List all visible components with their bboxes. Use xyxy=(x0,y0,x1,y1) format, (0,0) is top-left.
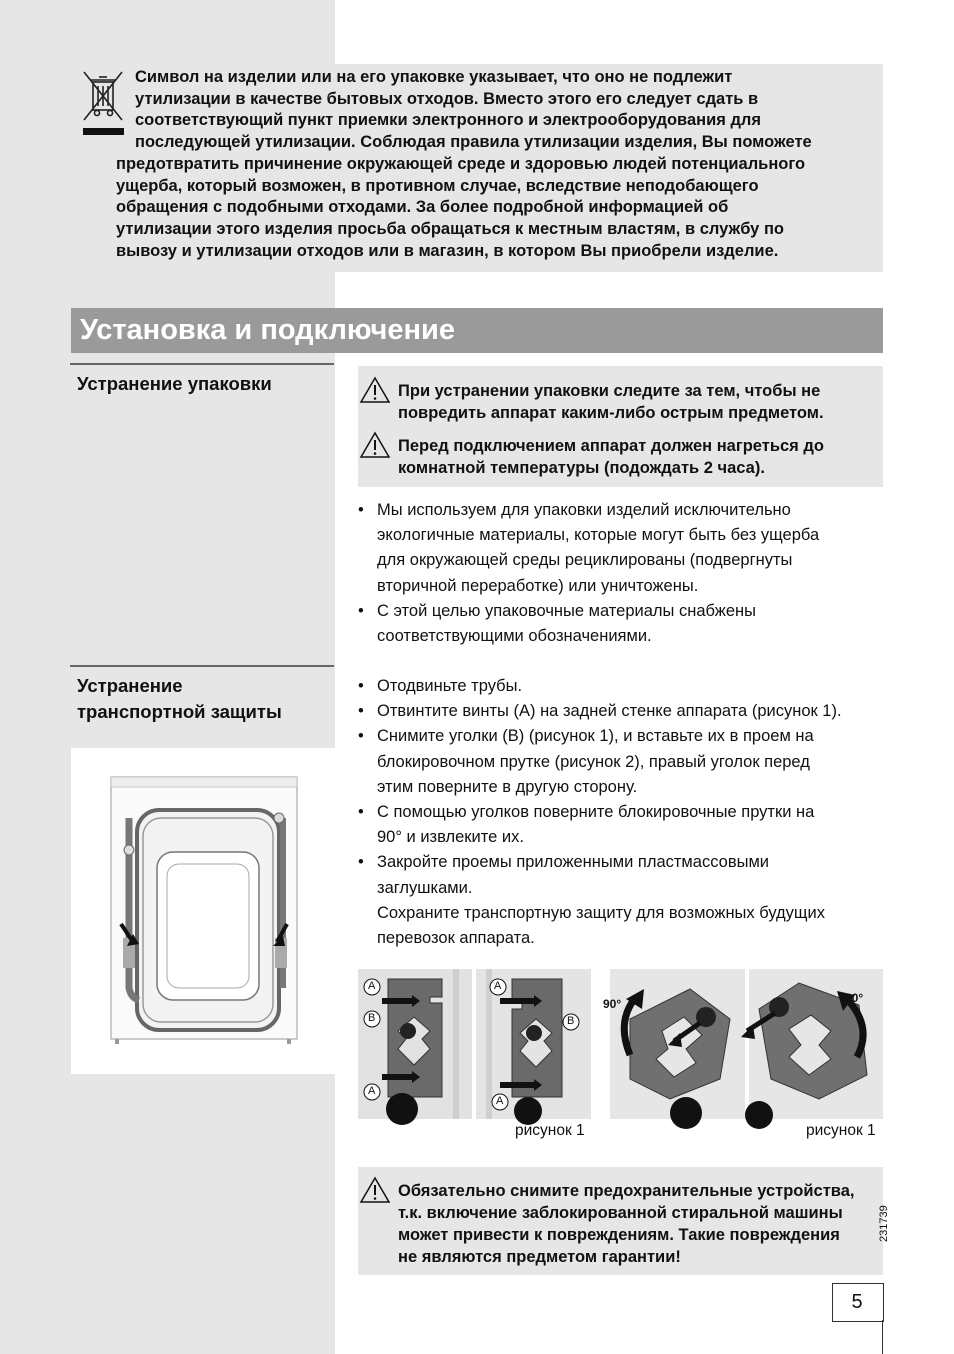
warning-sharp-objects xyxy=(360,380,880,426)
list-item-line: вторичной переработке) или уничтожены. xyxy=(377,576,699,595)
section-divider xyxy=(70,665,334,667)
list-item-line: Отвинтите винты (A) на задней стенке аппарата (рисунок 1). xyxy=(377,702,842,721)
list-item-line: соответствующими обозначениями. xyxy=(377,627,652,646)
notice-line: обращения с подобными отходами. За более подробной информацией об xyxy=(116,198,729,217)
figure-screws-left xyxy=(358,969,472,1119)
machine-back-illustration xyxy=(71,748,335,1074)
final-warning xyxy=(360,1180,880,1270)
warning-line: может привести к повреждениям. Такие повреждения xyxy=(398,1226,840,1244)
notice-line: соответствующий пункт приемки электронного и электрооборудования для xyxy=(135,111,762,130)
packaging-heading: Устранение упаковки xyxy=(77,373,272,394)
list-item xyxy=(358,850,898,951)
recycling-notice-text xyxy=(116,67,886,262)
label-a: A xyxy=(496,1095,504,1107)
list-item-line: Отодвиньте трубы. xyxy=(377,677,523,695)
list-item xyxy=(358,674,898,699)
bullet-marker: • xyxy=(358,677,364,695)
list-item-line: С помощью уголков поверните блокировочные прутки на xyxy=(377,803,815,822)
transport-note-line: Сохраните транспортную защиту для возможных будущих xyxy=(377,903,825,922)
list-item xyxy=(358,699,898,724)
warning-triangle-icon xyxy=(360,377,390,403)
list-item xyxy=(358,800,898,850)
list-item-line: Мы используем для упаковки изделий исключительно xyxy=(377,501,791,519)
label-a: A xyxy=(368,980,376,992)
transport-heading-line: транспортной защиты xyxy=(77,701,282,722)
warning-room-temperature xyxy=(360,435,880,481)
machine-back-figure xyxy=(71,748,335,1074)
rotation-angle-label: 90° xyxy=(845,991,864,1005)
document-code: 231739 xyxy=(878,1205,890,1242)
page-edge-line xyxy=(882,1320,883,1354)
warning-line: Обязательно снимите предохранительные устройства, xyxy=(398,1182,855,1200)
figure-screws-right xyxy=(476,969,591,1119)
rotation-angle-label: 90° xyxy=(603,997,622,1011)
list-item xyxy=(358,498,888,599)
list-item xyxy=(358,599,888,649)
notice-line: утилизации этого изделия просьба обращаться к местным властям, в службу по xyxy=(116,219,784,238)
list-item-line: для окружающей среды рециклированы (подвергнуты xyxy=(377,551,793,570)
section-title: Установка и подключение xyxy=(80,314,455,346)
label-b: B xyxy=(567,1015,575,1027)
list-item-line: экологичные материалы, которые могут быть без ущерба xyxy=(377,526,820,545)
figure-rotate-left xyxy=(603,969,745,1119)
notice-line: предотвратить причинение окружающей среде и здоровью людей потенциального xyxy=(116,154,806,173)
transport-note-line: перевозок аппарата. xyxy=(377,929,535,948)
bullet-marker: • xyxy=(358,727,364,746)
warning-line: При устранении упаковки следите за тем, чтобы не xyxy=(398,382,821,400)
transport-bullet-list xyxy=(358,674,898,951)
warning-triangle-icon xyxy=(360,1177,390,1203)
transport-heading-line: Устранение xyxy=(77,675,183,696)
list-item-line: блокировочном прутке (рисунок 2), правый уголок перед xyxy=(377,752,810,771)
list-item-line: Закройте проемы приложенными пластмассовыми xyxy=(377,853,770,872)
notice-line: вывозу и утилизации отходов или в магазин, в котором Вы приобрели изделие. xyxy=(116,241,779,260)
label-a: A xyxy=(368,1085,376,1097)
bullet-marker: • xyxy=(358,702,364,721)
packaging-bullet-list xyxy=(358,498,888,649)
list-item-line: этим поверните в другую сторону. xyxy=(377,777,638,796)
warning-triangle-icon xyxy=(360,432,390,458)
warning-line: повредить аппарат каким-либо острым предметом. xyxy=(398,404,824,422)
warning-line: Перед подключением аппарат должен нагреться до xyxy=(398,437,824,455)
notice-line: ущерба, который возможен, в противном случае, вследствие неподобающего xyxy=(116,176,759,195)
label-a: A xyxy=(494,980,502,992)
transport-heading xyxy=(77,673,282,725)
figure-rotate-right xyxy=(749,969,883,1119)
section-divider xyxy=(70,363,334,365)
warning-line: т.к. включение заблокированной стиральной машины xyxy=(398,1204,843,1222)
label-b: B xyxy=(368,1012,376,1024)
bullet-marker: • xyxy=(358,803,364,822)
bullet-marker: • xyxy=(358,853,364,872)
list-item-line: С этой целью упаковочные материалы снабжены xyxy=(377,601,756,620)
notice-line: Символ на изделии или на его упаковке указывает, что оно не подлежит xyxy=(135,68,733,86)
figure-caption-left: рисунок 1 xyxy=(515,1122,585,1139)
bullet-marker: • xyxy=(358,601,364,620)
page-number: 5 xyxy=(851,1291,863,1313)
list-item-line: Снимите уголки (B) (рисунок 1), и вставьте их в проем на xyxy=(377,727,814,746)
warning-line: комнатной температуры (подождать 2 часа). xyxy=(398,459,765,477)
figure-caption-right: рисунок 1 xyxy=(806,1122,876,1139)
notice-line: утилизации в качестве бытовых отходов. Вместо этого его следует сдать в xyxy=(135,89,759,108)
list-item xyxy=(358,724,898,800)
list-item-line: заглушками. xyxy=(377,878,473,897)
warning-line: не являются предметом гарантии! xyxy=(398,1248,681,1266)
notice-line: последующей утилизации. Соблюдая правила утилизации изделия, Вы поможете xyxy=(135,133,812,152)
list-item-line: 90° и извлеките их. xyxy=(377,828,524,847)
bullet-marker: • xyxy=(358,501,364,519)
